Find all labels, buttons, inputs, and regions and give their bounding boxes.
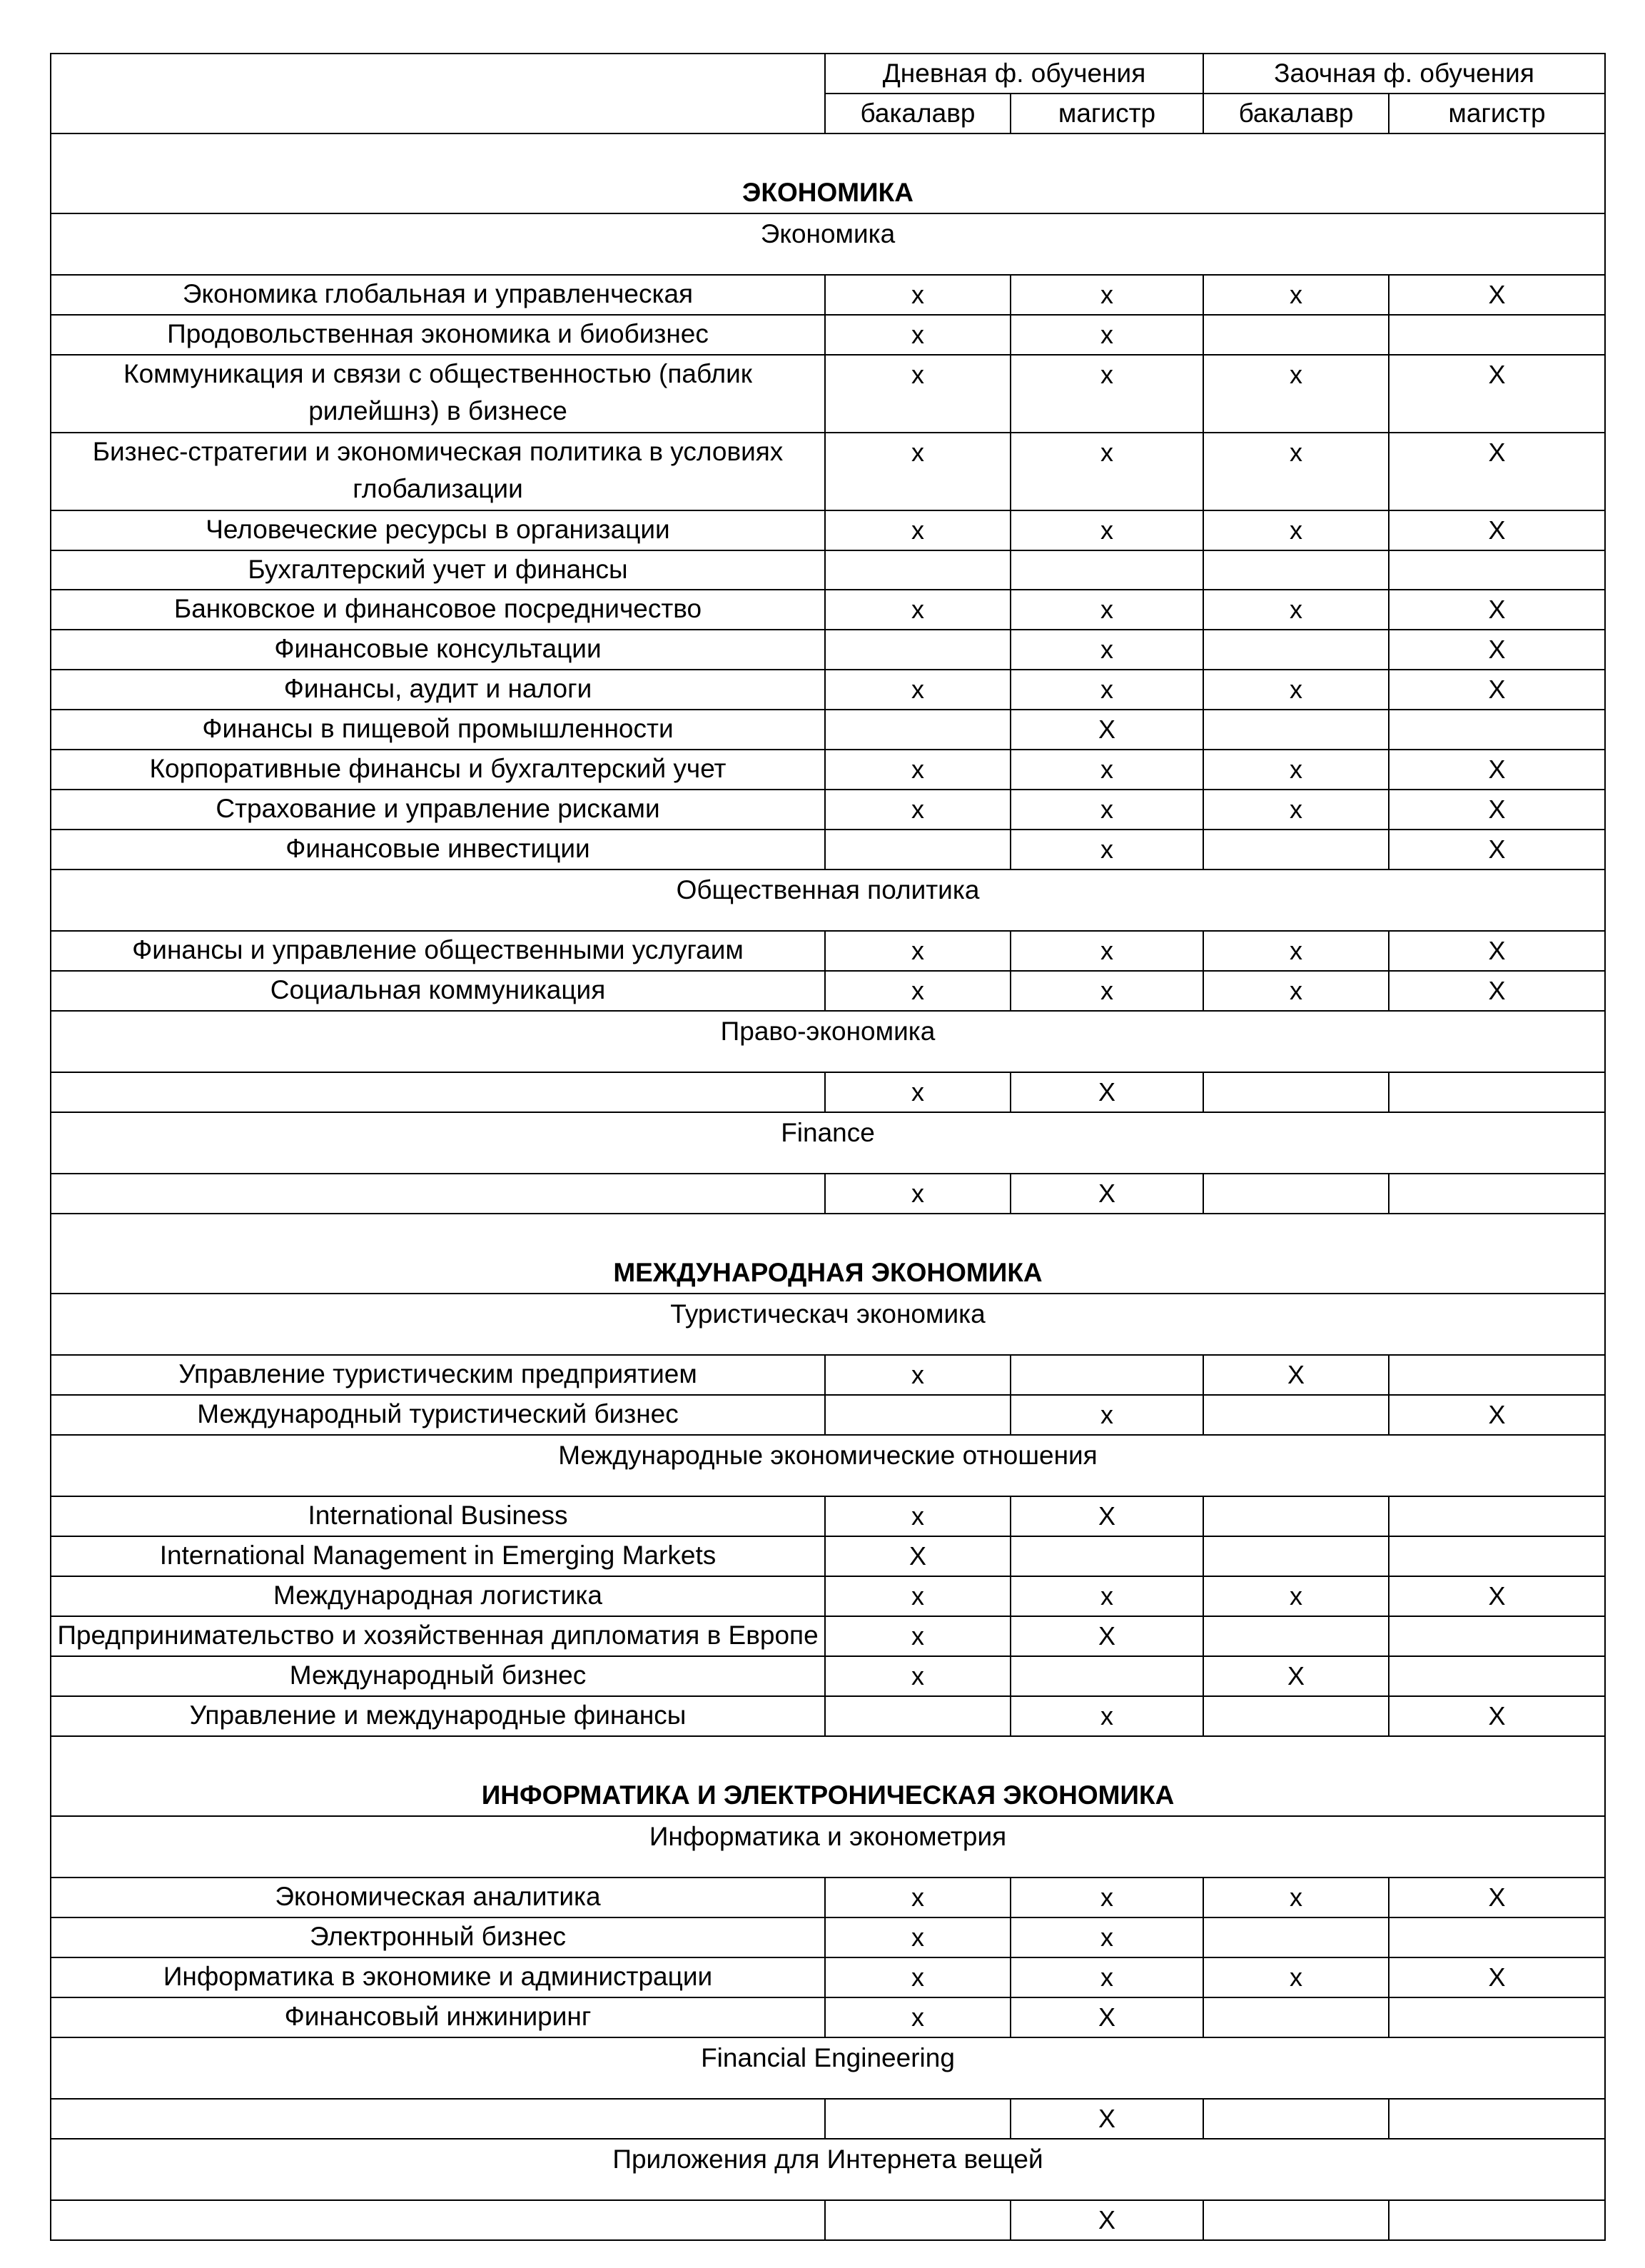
mark-parttime-master: X (1389, 433, 1605, 510)
mark-parttime-bachelor: x (1203, 1957, 1389, 1997)
mark-fulltime-master: x (1011, 630, 1203, 670)
table-row (51, 1496, 1605, 1536)
mark-fulltime-master: X (1011, 1174, 1203, 1214)
table-row (51, 971, 1605, 1011)
table-row (51, 1395, 1605, 1435)
program-name: International Business (51, 1496, 825, 1536)
mark-parttime-bachelor (1203, 630, 1389, 670)
mark-parttime-master: X (1389, 590, 1605, 630)
mark-parttime-bachelor: X (1203, 1656, 1389, 1696)
mark-fulltime-master: x (1011, 1957, 1203, 1997)
mark-fulltime-master: x (1011, 1878, 1203, 1917)
section-row (51, 1214, 1605, 1294)
mark-parttime-bachelor (1203, 1616, 1389, 1656)
mark-fulltime-bachelor: x (825, 1072, 1011, 1112)
mark-fulltime-bachelor (825, 630, 1011, 670)
mark-parttime-master (1389, 1536, 1605, 1576)
table-row (51, 710, 1605, 750)
program-name: Экономика глобальная и управленческая (51, 275, 825, 315)
mark-fulltime-bachelor: x (825, 1496, 1011, 1536)
subsection-row (51, 2139, 1605, 2200)
subsection-row (51, 213, 1605, 275)
program-name: Информатика в экономике и администрации (51, 1957, 825, 1997)
program-name: Человеческие ресурсы в организации (51, 510, 825, 550)
subsection-title: Приложения для Интернета вещей (51, 2139, 1605, 2200)
mark-parttime-master: X (1389, 790, 1605, 830)
subsection-title: Туристическач экономика (51, 1294, 1605, 1355)
table-row (51, 630, 1605, 670)
mark-fulltime-bachelor (825, 710, 1011, 750)
mark-fulltime-bachelor: x (825, 1997, 1011, 2037)
mark-fulltime-master (1011, 1355, 1203, 1395)
mark-fulltime-master: x (1011, 315, 1203, 355)
program-name: Экономическая аналитика (51, 1878, 825, 1917)
table-row (51, 1957, 1605, 1997)
mark-parttime-master (1389, 1997, 1605, 2037)
mark-parttime-bachelor: x (1203, 931, 1389, 971)
section-title: ИНФОРМАТИКА И ЭЛЕКТРОНИЧЕСКАЯ ЭКОНОМИКА (51, 1736, 1605, 1816)
table-row (51, 790, 1605, 830)
mark-parttime-master: X (1389, 275, 1605, 315)
mark-fulltime-bachelor: x (825, 1616, 1011, 1656)
header-label-cell (51, 54, 825, 133)
table-row (51, 1917, 1605, 1957)
mark-fulltime-master: X (1011, 710, 1203, 750)
mark-parttime-master (1389, 1917, 1605, 1957)
mark-fulltime-master (1011, 550, 1203, 590)
table-row (51, 1355, 1605, 1395)
mark-fulltime-master: X (1011, 1496, 1203, 1536)
program-name (51, 1174, 825, 1214)
program-name: International Management in Emerging Markets (51, 1536, 825, 1576)
mark-parttime-master: X (1389, 931, 1605, 971)
subsection-row (51, 1112, 1605, 1174)
table-row (51, 1536, 1605, 1576)
mark-parttime-master: X (1389, 750, 1605, 790)
mark-parttime-master: X (1389, 1957, 1605, 1997)
mark-parttime-master (1389, 710, 1605, 750)
mark-fulltime-master: X (1011, 1997, 1203, 2037)
mark-fulltime-bachelor (825, 550, 1011, 590)
mark-parttime-bachelor (1203, 315, 1389, 355)
program-name: Финансовые инвестиции (51, 830, 825, 870)
mark-parttime-master (1389, 550, 1605, 590)
mark-parttime-bachelor: x (1203, 510, 1389, 550)
program-name: Банковское и финансовое посредничество (51, 590, 825, 630)
mark-fulltime-master: x (1011, 433, 1203, 510)
table-row (51, 1174, 1605, 1214)
header-fulltime: Дневная ф. обучения (825, 54, 1203, 94)
mark-fulltime-master: x (1011, 1696, 1203, 1736)
mark-parttime-master (1389, 1174, 1605, 1214)
program-name: Финансы и управление общественными услугаим (51, 931, 825, 971)
mark-fulltime-master: x (1011, 275, 1203, 315)
program-name: Международная логистика (51, 1576, 825, 1616)
table-row (51, 315, 1605, 355)
mark-fulltime-bachelor: x (825, 433, 1011, 510)
mark-parttime-master: X (1389, 510, 1605, 550)
program-name: Управление и международные финансы (51, 1696, 825, 1736)
mark-fulltime-bachelor (825, 2099, 1011, 2139)
mark-parttime-bachelor: x (1203, 790, 1389, 830)
mark-parttime-master: X (1389, 1696, 1605, 1736)
mark-parttime-bachelor (1203, 1997, 1389, 2037)
program-name: Финансы в пищевой промышленности (51, 710, 825, 750)
mark-fulltime-master: x (1011, 971, 1203, 1011)
program-name: Управление туристическим предприятием (51, 1355, 825, 1395)
header-level-parttime-master: магистр (1389, 94, 1605, 133)
header-parttime: Заочная ф. обучения (1203, 54, 1605, 94)
mark-fulltime-bachelor: x (825, 750, 1011, 790)
mark-parttime-bachelor (1203, 1536, 1389, 1576)
mark-parttime-master (1389, 2099, 1605, 2139)
mark-parttime-bachelor: x (1203, 1576, 1389, 1616)
header-level-fulltime-master: магистр (1011, 94, 1203, 133)
mark-parttime-bachelor (1203, 1496, 1389, 1536)
mark-fulltime-bachelor (825, 1395, 1011, 1435)
mark-fulltime-master: x (1011, 355, 1203, 433)
table-row (51, 931, 1605, 971)
mark-fulltime-bachelor: x (825, 315, 1011, 355)
table-row (51, 590, 1605, 630)
mark-parttime-bachelor: x (1203, 1878, 1389, 1917)
program-name (51, 1072, 825, 1112)
mark-fulltime-master: x (1011, 931, 1203, 971)
table-row (51, 750, 1605, 790)
mark-fulltime-master (1011, 1656, 1203, 1696)
header-level-parttime-bachelor: бакалавр (1203, 94, 1389, 133)
mark-fulltime-bachelor: x (825, 1174, 1011, 1214)
mark-parttime-bachelor (1203, 710, 1389, 750)
mark-parttime-bachelor: x (1203, 590, 1389, 630)
mark-fulltime-bachelor: x (825, 275, 1011, 315)
mark-parttime-master (1389, 1072, 1605, 1112)
mark-parttime-master: X (1389, 630, 1605, 670)
section-title: ЭКОНОМИКА (51, 133, 1605, 213)
section-row (51, 1736, 1605, 1816)
mark-parttime-bachelor: x (1203, 670, 1389, 710)
mark-parttime-master (1389, 1616, 1605, 1656)
mark-parttime-master: X (1389, 1576, 1605, 1616)
mark-parttime-bachelor: x (1203, 433, 1389, 510)
program-name (51, 2099, 825, 2139)
mark-parttime-master: X (1389, 1878, 1605, 1917)
programs-table-body (51, 54, 1605, 2240)
mark-parttime-bachelor (1203, 1174, 1389, 1214)
mark-fulltime-master: X (1011, 1616, 1203, 1656)
mark-fulltime-bachelor: x (825, 1917, 1011, 1957)
subsection-title: Общественная политика (51, 870, 1605, 931)
mark-parttime-master: X (1389, 355, 1605, 433)
mark-fulltime-bachelor: x (825, 971, 1011, 1011)
subsection-row (51, 1435, 1605, 1496)
program-name: Электронный бизнес (51, 1917, 825, 1957)
mark-fulltime-master: X (1011, 2099, 1203, 2139)
mark-parttime-master: X (1389, 830, 1605, 870)
mark-parttime-bachelor (1203, 2099, 1389, 2139)
mark-fulltime-bachelor: X (825, 1536, 1011, 1576)
mark-parttime-bachelor (1203, 1696, 1389, 1736)
mark-fulltime-bachelor: x (825, 670, 1011, 710)
subsection-title: Finance (51, 1112, 1605, 1174)
mark-fulltime-bachelor (825, 2200, 1011, 2240)
mark-parttime-bachelor: x (1203, 275, 1389, 315)
mark-parttime-bachelor (1203, 1072, 1389, 1112)
mark-fulltime-bachelor: x (825, 931, 1011, 971)
subsection-row (51, 2037, 1605, 2099)
mark-parttime-bachelor: x (1203, 750, 1389, 790)
mark-parttime-bachelor (1203, 550, 1389, 590)
mark-parttime-master: X (1389, 1395, 1605, 1435)
table-row (51, 1576, 1605, 1616)
mark-fulltime-master (1011, 1536, 1203, 1576)
program-name: Социальная коммуникация (51, 971, 825, 1011)
table-row (51, 670, 1605, 710)
program-name: Страхование и управление рисками (51, 790, 825, 830)
program-name: Финансовый инжиниринг (51, 1997, 825, 2037)
programs-table (50, 53, 1606, 2241)
mark-fulltime-bachelor (825, 830, 1011, 870)
table-row (51, 1616, 1605, 1656)
mark-parttime-master (1389, 1355, 1605, 1395)
mark-fulltime-bachelor: x (825, 510, 1011, 550)
mark-fulltime-bachelor: x (825, 590, 1011, 630)
table-row (51, 275, 1605, 315)
program-name: Бухгалтерский учет и финансы (51, 550, 825, 590)
subsection-title: Международные экономические отношения (51, 1435, 1605, 1496)
mark-parttime-bachelor (1203, 1395, 1389, 1435)
mark-fulltime-bachelor (825, 1696, 1011, 1736)
mark-fulltime-bachelor: x (825, 1957, 1011, 1997)
program-name: Финансы, аудит и налоги (51, 670, 825, 710)
mark-parttime-master: X (1389, 971, 1605, 1011)
mark-parttime-master (1389, 1656, 1605, 1696)
mark-parttime-bachelor: X (1203, 1355, 1389, 1395)
section-row (51, 133, 1605, 213)
mark-fulltime-master: X (1011, 1072, 1203, 1112)
mark-fulltime-master: X (1011, 2200, 1203, 2240)
mark-fulltime-master: x (1011, 670, 1203, 710)
mark-fulltime-bachelor: x (825, 1878, 1011, 1917)
mark-fulltime-bachelor: x (825, 1576, 1011, 1616)
mark-fulltime-bachelor: x (825, 355, 1011, 433)
subsection-row (51, 1816, 1605, 1878)
mark-fulltime-master: x (1011, 1917, 1203, 1957)
program-name: Международный бизнес (51, 1656, 825, 1696)
table-row (51, 510, 1605, 550)
program-name (51, 2200, 825, 2240)
program-name: Предпринимательство и хозяйственная дипломатия в Европе (51, 1616, 825, 1656)
subsection-row (51, 1011, 1605, 1072)
subsection-title: Экономика (51, 213, 1605, 275)
subsection-row (51, 1294, 1605, 1355)
program-name: Корпоративные финансы и бухгалтерский учет (51, 750, 825, 790)
table-row (51, 355, 1605, 433)
mark-parttime-bachelor: x (1203, 971, 1389, 1011)
table-row (51, 550, 1605, 590)
subsection-title: Информатика и эконометрия (51, 1816, 1605, 1878)
mark-parttime-master (1389, 315, 1605, 355)
table-row (51, 2200, 1605, 2240)
subsection-title: Financial Engineering (51, 2037, 1605, 2099)
table-row (51, 1696, 1605, 1736)
mark-fulltime-master: x (1011, 830, 1203, 870)
mark-parttime-bachelor (1203, 1917, 1389, 1957)
mark-parttime-master: X (1389, 670, 1605, 710)
mark-fulltime-master: x (1011, 1395, 1203, 1435)
mark-parttime-master (1389, 1496, 1605, 1536)
program-name: Международный туристический бизнес (51, 1395, 825, 1435)
mark-fulltime-master: x (1011, 790, 1203, 830)
program-name: Коммуникация и связи с общественностью (паблик рилейшнз) в бизнесе (51, 355, 825, 433)
subsection-row (51, 870, 1605, 931)
program-name: Бизнес-стратегии и экономическая политика в условиях глобализации (51, 433, 825, 510)
mark-fulltime-bachelor: x (825, 790, 1011, 830)
mark-parttime-master (1389, 2200, 1605, 2240)
program-name: Продовольственная экономика и биобизнес (51, 315, 825, 355)
table-row (51, 1997, 1605, 2037)
subsection-title: Право-экономика (51, 1011, 1605, 1072)
table-row (51, 433, 1605, 510)
table-row (51, 830, 1605, 870)
section-title: МЕЖДУНАРОДНАЯ ЭКОНОМИКА (51, 1214, 1605, 1294)
header-group-row (51, 54, 1605, 94)
table-row (51, 2099, 1605, 2139)
table-row (51, 1072, 1605, 1112)
mark-parttime-bachelor (1203, 2200, 1389, 2240)
mark-parttime-bachelor (1203, 830, 1389, 870)
mark-fulltime-master: x (1011, 1576, 1203, 1616)
table-row (51, 1656, 1605, 1696)
table-row (51, 1878, 1605, 1917)
header-level-fulltime-bachelor: бакалавр (825, 94, 1011, 133)
program-name: Финансовые консультации (51, 630, 825, 670)
mark-fulltime-master: x (1011, 750, 1203, 790)
mark-fulltime-master: x (1011, 590, 1203, 630)
mark-fulltime-master: x (1011, 510, 1203, 550)
mark-fulltime-bachelor: x (825, 1355, 1011, 1395)
mark-parttime-bachelor: x (1203, 355, 1389, 433)
mark-fulltime-bachelor: x (825, 1656, 1011, 1696)
